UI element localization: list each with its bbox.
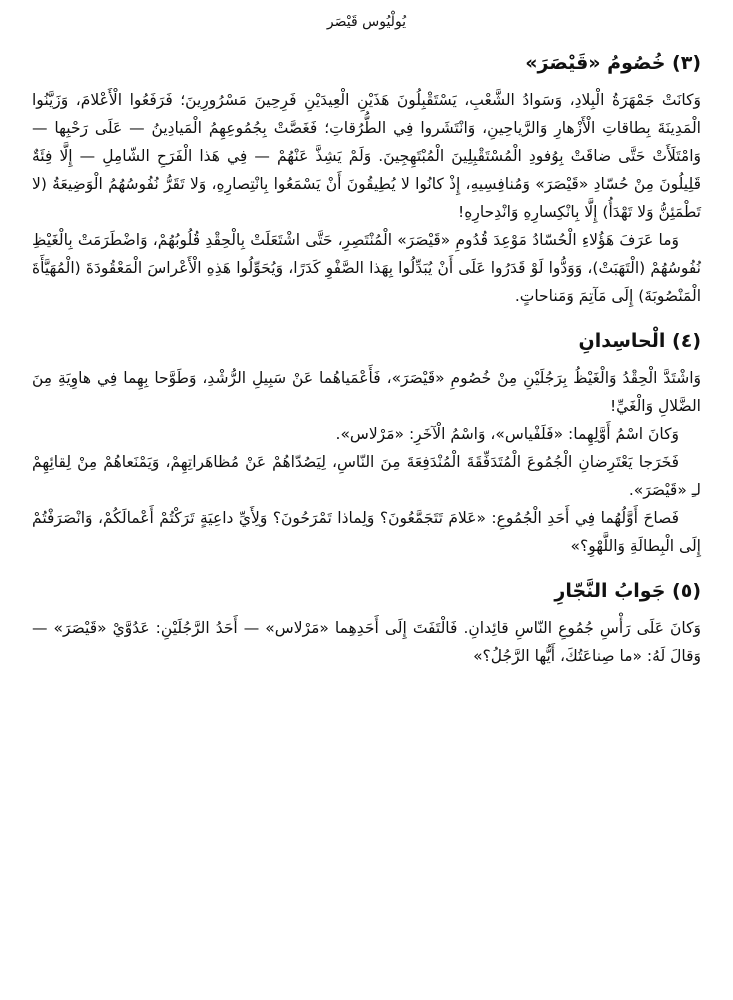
- paragraph: فَخَرَجا يَعْتَرِضانِ الْجُمُوعَ الْمُتَدَفِّقَةَ الْمُنْدَفِعَةَ مِنَ النّاسِ، لِيَصُدّاهُمْ عَنْ مُظاهَراتِهِمْ، وَيَمْنَعاهُمْ مِنْ لِقائِهِمْ لـِ «قَيْصَرَ».: [32, 453, 701, 499]
- section-3: [32, 52, 701, 310]
- section-title: (٥) جَوابُ النَّجّارِ: [554, 580, 701, 602]
- section-4: [32, 330, 701, 560]
- paragraph: وَاشْتَدَّ الْحِقْدُ وَالْغَيْظُ بِرَجُلَيْنِ مِنْ خُصُومِ «قَيْصَرَ»، فَأَعْمَياهُما عَنْ سَبِيلِ الرُّشْدِ، وَطَوَّحا بِهِما فِي هاوِيَةِ مِنَ الضَّلالِ وَالْغَيِّ!: [32, 369, 701, 415]
- paragraph: وَكانَتْ جَمْهَرَةُ الْبِلادِ، وَسَوادُ الشَّعْبِ، يَسْتَقْبِلُونَ هَذَيْنِ الْعِيدَيْنِ فَرِحِينَ مَسْرُورِينَ؛ فَرَفَعُوا الْأَعْلامَ، وَزَيَّنُوا الْمَدِينَةَ بِطاقاتِ الْأَزْهارِ وَالرَّياحِينِ، وَانْتَشَروا فِي الطُّرُقاتِ؛ فَغَصَّتْ بِجُمُوعِهِمُ الْمَيادِينُ — عَلَى رَحْبِها — وَامْتَلَأَتْ حَتَّى ضاقَتْ بِوُفودِ الْمُسْتَقْبِلِينَ الْمُبْتَهِجِينَ. وَلَمْ يَشِذَّ عَنْهُمْ — فِي هَذا الْفَرَحِ الشّامِلِ — إِلَّا فِئَةٌ قَلِيلُونَ مِنْ حُسّادِ «قَيْصَرَ» وَمُنافِسِيهِ، إِذْ كانُوا لا يُطِيقُونَ أَنْ يَسْمَعُوا بِانْتِصارِهِ، وَلا تَقَرُّ نُفُوسُهُمُ الْوَضِيعَةُ (لا تَطْمَئِنُّ وَلا تَهْدَأُ) إِلَّا بِانْكِسارِهِ وَانْدِحارِهِ!: [32, 91, 701, 221]
- running-head: يُولْيُوس قَيْصَر: [326, 14, 407, 30]
- section-5: [32, 580, 701, 670]
- paragraph: وَكانَ عَلَى رَأْسِ جُمُوعِ النّاسِ قائِدانِ. فَالْتَفَتَ إِلَى أَحَدِهِما «مَرْلاس» — أَحَدُ الرَّجُلَيْنِ: عَدُوَّيْ «قَيْصَرَ» — وَقالَ لَهُ: «ما صِناعَتُكَ، أَيُّها الرَّجُلُ؟»: [32, 619, 701, 665]
- section-title: (٤) الْحاسِدانِ: [578, 330, 701, 352]
- paragraph: وَكانَ اسْمُ أَوَّلِهِما: «فَلَفْياس»، وَاسْمُ الْآخَرِ: «مَرْلاس».: [335, 425, 679, 443]
- paragraph: فَصاحَ أَوَّلُهُما فِي أَحَدِ الْجُمُوعِ: «عَلامَ تَتَجَمَّعُونَ؟ وَلِماذا تَمْرَحُونَ؟ وَلِأَيِّ داعِيَةٍ تَرَكْتُمْ أَعْمالَكُمْ، وَانْصَرَفْتُمْ إِلَى الْبِطالَةِ وَاللَّهْوِ؟»: [32, 509, 701, 555]
- section-title: (٣) خُصُومُ «قَيْصَرَ»: [525, 52, 701, 74]
- paragraph: وَما عَرَفَ هَؤُلاءِ الْحُسّادُ مَوْعِدَ قُدُومِ «قَيْصَرَ» الْمُنْتَصِرِ، حَتَّى اشْتَعَلَتْ بِالْحِقْدِ قُلُوبُهُمْ، وَاضْطَرَمَتْ بِالْغَيْظِ نُفُوسُهُمْ (الْتَهَبَتْ)، وَوَدُّوا لَوْ قَدَرُوا عَلَى أَنْ يُبَدِّلُوا بِهَذا الصَّفْوِ كَدَرًا، وَيُحَوِّلُوا هَذِهِ الْأَعْراسَ الْمَعْقُودَةَ (الْمُهَيَّأَةَ الْمَنْصُوبَةَ) إِلَى مَآتِمَ وَمَناحاتٍ.: [32, 231, 701, 305]
